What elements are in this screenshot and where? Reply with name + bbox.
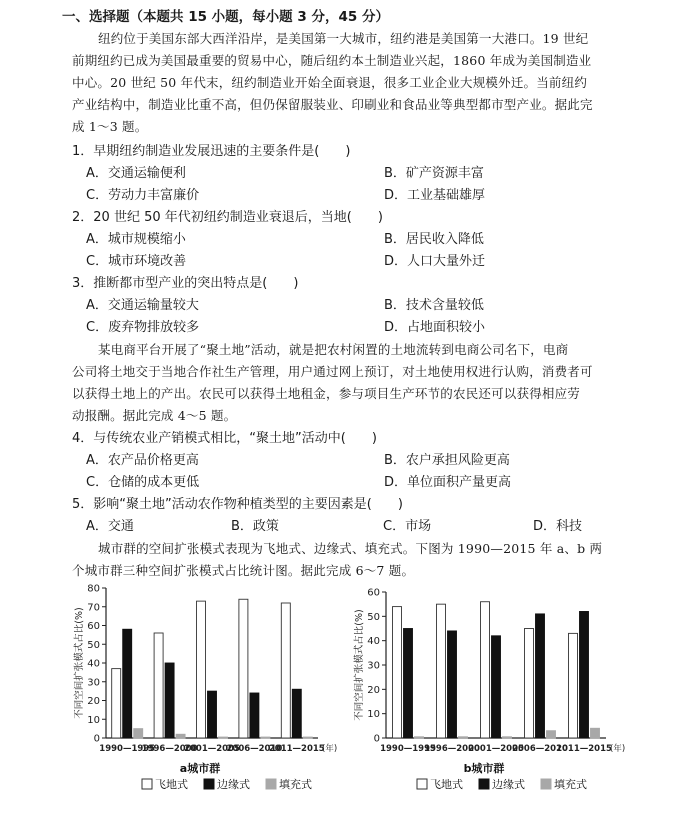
question-2-stem: 2．20 世纪 50 年代初纽约制造业衰退后，当地( ) <box>72 210 383 225</box>
question-5-option-a[interactable]: A．交通 <box>86 519 134 534</box>
question-1-option-a[interactable]: A．交通运输便利 <box>86 166 186 181</box>
bar-填充式 <box>503 737 512 738</box>
legend-swatch <box>204 779 214 789</box>
question-5-option-b[interactable]: B．政策 <box>231 519 279 534</box>
question-5-option-d[interactable]: D．科技 <box>533 519 583 534</box>
question-1-stem: 1．早期纽约制造业发展迅速的主要条件是( ) <box>72 144 351 159</box>
legend-swatch <box>541 779 551 789</box>
passage2-line-1: 某电商平台开展了“聚土地”活动，就是把农村闲置的土地流转到电商公司名下，电商 <box>98 342 569 357</box>
y-tick-label: 70 <box>87 602 100 614</box>
bar-边缘式 <box>123 629 132 738</box>
y-tick-label: 10 <box>87 714 100 726</box>
x-axis-unit: (年) <box>322 744 338 754</box>
passage1-line-5: 成 1～3 题。 <box>72 119 148 134</box>
y-tick-label: 40 <box>367 636 380 648</box>
y-tick-label: 0 <box>93 733 100 745</box>
bar-填充式 <box>176 734 185 738</box>
question-4-option-a[interactable]: A．农产品价格更高 <box>86 453 199 468</box>
bar-填充式 <box>303 737 312 738</box>
question-5-stem: 5．影响“聚土地”活动农作物种植类型的主要因素是( ) <box>72 497 403 512</box>
question-1-option-b[interactable]: B．矿产资源丰富 <box>384 166 484 181</box>
y-tick-label: 60 <box>367 587 380 599</box>
x-tick-label: 2011—2015 <box>268 744 325 754</box>
bar-填充式 <box>591 728 600 738</box>
passage3-line-2: 个城市群三种空间扩张模式占比统计图。据此完成 6～7 题。 <box>72 563 415 578</box>
passage1-line-1: 纽约位于美国东部大西洋沿岸，是美国第一大城市，纽约港是美国第一大港口。19 世纪 <box>98 31 589 46</box>
bar-飞地式 <box>525 629 534 739</box>
y-axis-label: 不同空间扩张模式占比(%) <box>74 607 85 719</box>
passage1-line-4: 产业结构中，制造业比重不高，但仍保留服装业、印刷业和食品业等典型都市型产业。据此完 <box>72 97 593 112</box>
legend-swatch <box>417 779 427 789</box>
y-tick-label: 20 <box>367 684 380 696</box>
bar-飞地式 <box>281 603 290 738</box>
question-3-option-d[interactable]: D．占地面积较小 <box>384 320 486 335</box>
question-4-option-d[interactable]: D．单位面积产量更高 <box>384 475 512 490</box>
question-5-option-c[interactable]: C．市场 <box>383 519 432 534</box>
question-1-option-c[interactable]: C．劳动力丰富廉价 <box>86 188 200 203</box>
question-1-option-d[interactable]: D．工业基础雄厚 <box>384 188 486 203</box>
y-tick-label: 20 <box>87 696 100 707</box>
x-tick-label: 1996—2000 <box>424 744 480 754</box>
question-4-stem: 4．与传统农业产销模式相比，“聚土地”活动中( ) <box>72 431 377 446</box>
bar-填充式 <box>134 729 143 738</box>
bar-边缘式 <box>165 663 174 738</box>
x-tick-label: 1990—1995 <box>99 744 156 754</box>
passage1-line-2: 前期纽约已成为美国最重要的贸易中心，随后纽约本土制造业兴起，1860 年成为美国制造业 <box>72 53 592 68</box>
question-4-option-c[interactable]: C．仓储的成本更低 <box>86 475 200 490</box>
legend-label: 边缘式 <box>492 778 525 791</box>
x-tick-label: 2001—2005 <box>468 744 524 754</box>
question-3-stem: 3．推断都市型产业的突出特点是( ) <box>72 276 299 291</box>
bar-边缘式 <box>448 631 457 738</box>
legend-label: 填充式 <box>554 778 587 791</box>
legend-swatch <box>266 779 276 789</box>
y-tick-label: 80 <box>87 583 100 595</box>
bar-飞地式 <box>154 633 163 738</box>
question-2-option-a[interactable]: A．城市规模缩小 <box>86 232 186 247</box>
passage2-line-3: 以获得土地上的产出。农民可以获得土地租金，参与项目生产环节的农民还可以获得相应劳 <box>72 386 581 401</box>
y-tick-label: 30 <box>87 677 100 689</box>
passage3-line-1: 城市群的空间扩张模式表现为飞地式、边缘式、填充式。下图为 1990—2015 年 a、b 两 <box>98 541 603 556</box>
passage2-line-2: 公司将土地交于当地合作社生产管理，用户通过网上预订，对土地使用权进行认购，消费者可 <box>72 364 593 379</box>
y-tick-label: 0 <box>373 733 380 745</box>
chart-title: b城市群 <box>463 762 505 775</box>
bar-填充式 <box>415 737 424 738</box>
y-tick-label: 50 <box>87 639 100 651</box>
x-tick-label: 1990—1995 <box>380 744 436 754</box>
y-tick-label: 60 <box>87 621 100 632</box>
bar-边缘式 <box>404 629 413 739</box>
bar-飞地式 <box>481 602 490 738</box>
legend-label: 填充式 <box>279 778 312 791</box>
y-tick-label: 30 <box>367 660 380 672</box>
bar-边缘式 <box>492 636 501 738</box>
bar-飞地式 <box>197 601 206 738</box>
y-axis-label: 不同空间扩张模式占比(%) <box>354 609 365 721</box>
bar-飞地式 <box>569 633 578 738</box>
passage2-line-4: 动报酬。据此完成 4～5 题。 <box>72 408 237 423</box>
legend-label: 边缘式 <box>217 778 250 791</box>
y-tick-label: 10 <box>367 709 380 721</box>
question-3-option-b[interactable]: B．技术含量较低 <box>384 298 484 313</box>
y-tick-label: 50 <box>367 611 380 623</box>
bar-边缘式 <box>580 611 589 738</box>
bar-边缘式 <box>208 691 217 738</box>
legend-swatch <box>142 779 152 789</box>
x-tick-label: 2001—2005 <box>184 744 240 754</box>
question-3-option-c[interactable]: C．废弃物排放较多 <box>86 320 200 335</box>
bar-边缘式 <box>536 614 545 738</box>
bar-飞地式 <box>112 669 121 738</box>
passage1-line-3: 中心。20 世纪 50 年代末，纽约制造业开始全面衰退，很多工业企业大规模外迁。当前纽约 <box>72 75 588 90</box>
bar-边缘式 <box>250 693 259 738</box>
x-tick-label: 1996—2000 <box>141 744 198 754</box>
legend-swatch <box>479 779 489 789</box>
section-title: 一、选择题（本题共 15 小题，每小题 3 分，45 分） <box>62 9 389 25</box>
x-axis-unit: (年) <box>610 744 626 754</box>
bar-填充式 <box>261 737 270 738</box>
legend-label: 飞地式 <box>430 778 463 791</box>
y-tick-label: 40 <box>87 658 100 670</box>
bar-边缘式 <box>292 689 301 738</box>
legend-label: 飞地式 <box>155 778 188 791</box>
question-3-option-a[interactable]: A．交通运输量较大 <box>86 298 199 313</box>
chart-title: a城市群 <box>179 762 221 775</box>
x-tick-label: 2011—2015 <box>556 744 612 754</box>
question-4-option-b[interactable]: B．农户承担风险更高 <box>384 453 510 468</box>
bar-填充式 <box>547 731 556 738</box>
x-tick-label: 2006—2010 <box>226 744 283 754</box>
bar-飞地式 <box>437 604 446 738</box>
bar-填充式 <box>219 737 228 738</box>
question-2-option-b[interactable]: B．居民收入降低 <box>384 232 484 247</box>
bar-填充式 <box>459 737 468 738</box>
figure-area <box>0 580 692 812</box>
bar-飞地式 <box>393 607 402 738</box>
bar-飞地式 <box>239 599 248 738</box>
question-2-option-d[interactable]: D．人口大量外迁 <box>384 254 486 269</box>
question-2-option-c[interactable]: C．城市环境改善 <box>86 254 187 269</box>
x-tick-label: 2006—2010 <box>512 744 568 754</box>
